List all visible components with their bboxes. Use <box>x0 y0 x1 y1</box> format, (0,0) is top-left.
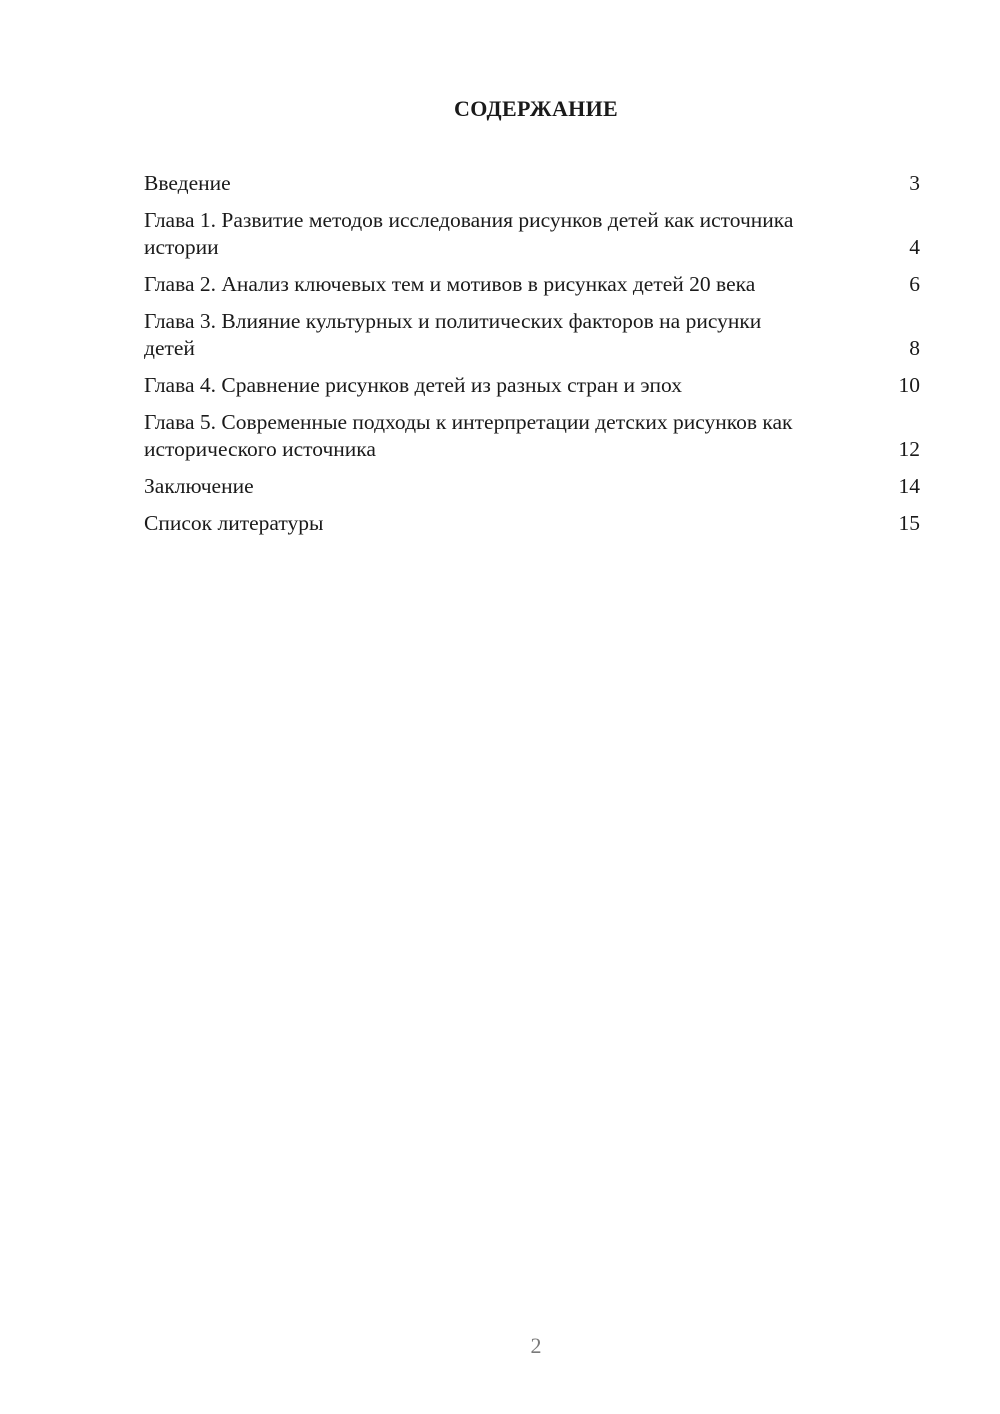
toc-entry-page: 3 <box>909 171 920 195</box>
table-of-contents <box>144 170 920 547</box>
toc-entry-page: 8 <box>909 336 920 360</box>
toc-entry-text: Список литературы <box>144 511 324 535</box>
page-number: 2 <box>530 1333 542 1358</box>
toc-entry-page: 10 <box>898 373 920 397</box>
toc-entry-chapter-1 <box>144 207 920 261</box>
toc-entry-text: Глава 5. Современные подходы к интерпретации детских рисунков как исторического источника <box>144 410 793 461</box>
toc-entry-page: 12 <box>898 437 920 461</box>
toc-entry-page: 14 <box>898 474 920 498</box>
toc-entry-text: Введение <box>144 171 231 195</box>
toc-entry-page: 6 <box>909 272 920 296</box>
toc-title: СОДЕРЖАНИЕ <box>454 96 618 121</box>
toc-entry-text: Глава 2. Анализ ключевых тем и мотивов в рисунках детей 20 века <box>144 272 756 296</box>
toc-entry-chapter-2 <box>144 271 920 298</box>
toc-entry-introduction <box>144 170 920 197</box>
toc-entry-text: Глава 1. Развитие методов исследования рисунков детей как источника истории <box>144 208 794 259</box>
toc-entry-text: Глава 3. Влияние культурных и политических факторов на рисунки детей <box>144 309 762 360</box>
toc-entry-bibliography <box>144 510 920 537</box>
toc-entry-chapter-4 <box>144 372 920 399</box>
toc-entry-text: Глава 4. Сравнение рисунков детей из разных стран и эпох <box>144 373 683 397</box>
toc-entry-page: 15 <box>898 511 920 535</box>
toc-entry-chapter-5 <box>144 409 920 463</box>
toc-entry-conclusion <box>144 473 920 500</box>
toc-entry-chapter-3 <box>144 308 920 362</box>
toc-entry-text: Заключение <box>144 474 254 498</box>
toc-entry-page: 4 <box>909 235 920 259</box>
